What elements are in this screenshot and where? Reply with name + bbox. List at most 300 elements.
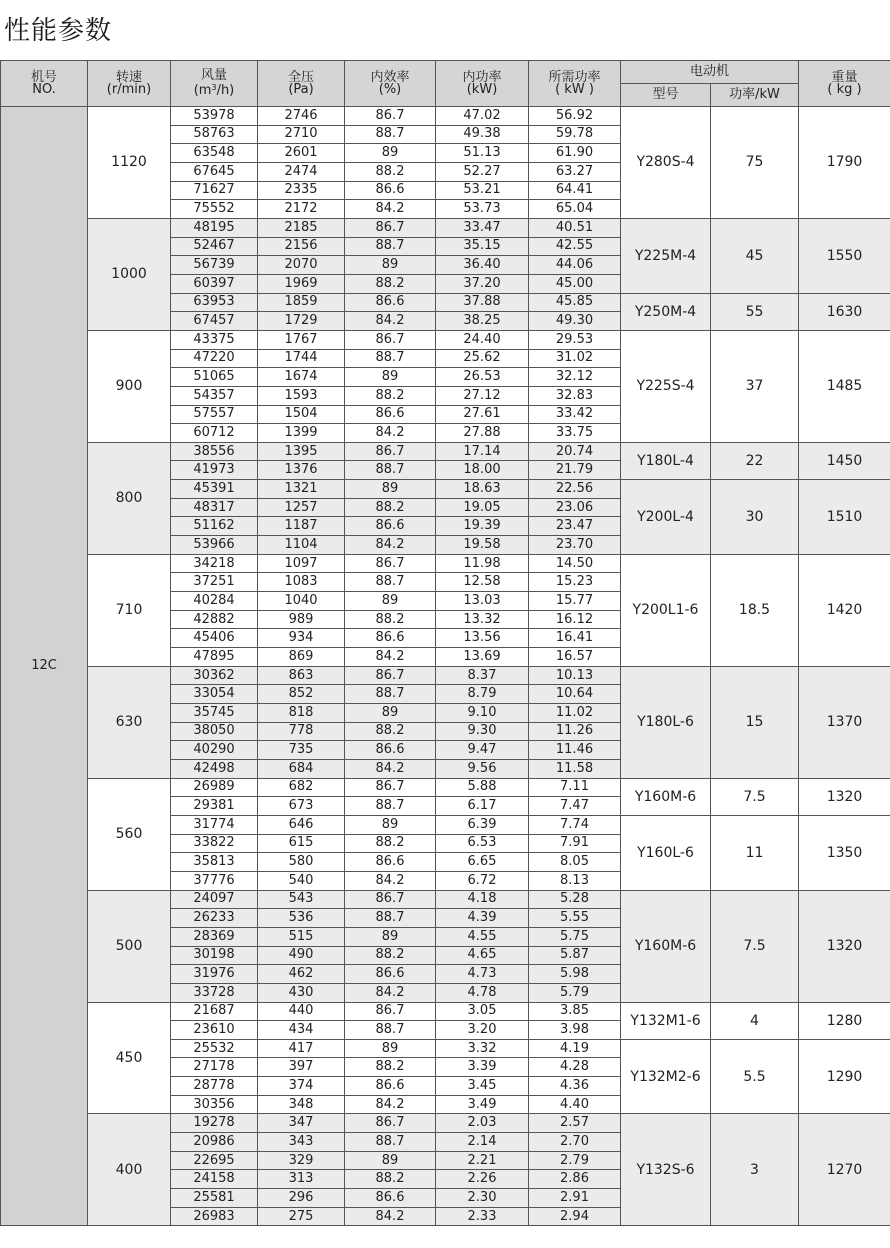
req-power-cell: 22.56 xyxy=(529,480,621,499)
req-power-cell: 23.47 xyxy=(529,517,621,536)
efficiency-cell: 86.7 xyxy=(345,1002,436,1021)
inner-power-cell: 6.39 xyxy=(436,815,529,834)
efficiency-cell: 88.7 xyxy=(345,573,436,592)
pressure-cell: 1395 xyxy=(258,442,345,461)
flow-cell: 38556 xyxy=(171,442,258,461)
table-row xyxy=(1,330,890,349)
flow-cell: 48195 xyxy=(171,218,258,237)
pressure-cell: 1187 xyxy=(258,517,345,536)
header-pressure-label: 全压 xyxy=(287,69,314,85)
inner-power-cell: 33.47 xyxy=(436,218,529,237)
pressure-cell: 1097 xyxy=(258,554,345,573)
efficiency-cell: 86.7 xyxy=(345,1114,436,1133)
inner-power-cell: 36.40 xyxy=(436,256,529,275)
inner-power-cell: 4.18 xyxy=(436,890,529,909)
motor-type-cell: Y160M-6 xyxy=(621,778,711,815)
pressure-cell: 515 xyxy=(258,927,345,946)
req-power-cell: 42.55 xyxy=(529,237,621,256)
inner-power-cell: 27.12 xyxy=(436,386,529,405)
pressure-cell: 1399 xyxy=(258,424,345,443)
table-row xyxy=(1,554,890,573)
efficiency-cell: 86.7 xyxy=(345,666,436,685)
inner-power-cell: 17.14 xyxy=(436,442,529,461)
efficiency-cell: 88.7 xyxy=(345,461,436,480)
pressure-cell: 646 xyxy=(258,815,345,834)
motor-power-cell: 3 xyxy=(711,1114,799,1226)
table-row xyxy=(1,666,890,685)
pressure-cell: 540 xyxy=(258,871,345,890)
req-power-cell: 32.12 xyxy=(529,368,621,387)
flow-cell: 25581 xyxy=(171,1189,258,1208)
inner-power-cell: 13.32 xyxy=(436,610,529,629)
flow-cell: 26233 xyxy=(171,909,258,928)
motor-type-cell: Y280S-4 xyxy=(621,107,711,219)
req-power-cell: 45.85 xyxy=(529,293,621,312)
pressure-cell: 275 xyxy=(258,1207,345,1226)
req-power-cell: 8.05 xyxy=(529,853,621,872)
header-model-label: 机号 xyxy=(30,69,57,85)
motor-type-cell: Y132M1-6 xyxy=(621,1002,711,1039)
flow-cell: 58763 xyxy=(171,125,258,144)
inner-power-cell: 3.49 xyxy=(436,1095,529,1114)
inner-power-cell: 6.53 xyxy=(436,834,529,853)
flow-cell: 28369 xyxy=(171,927,258,946)
pressure-cell: 536 xyxy=(258,909,345,928)
pressure-cell: 490 xyxy=(258,946,345,965)
inner-power-cell: 3.39 xyxy=(436,1058,529,1077)
efficiency-cell: 89 xyxy=(345,815,436,834)
pressure-cell: 1083 xyxy=(258,573,345,592)
motor-power-cell: 4 xyxy=(711,1002,799,1039)
req-power-cell: 3.85 xyxy=(529,1002,621,1021)
header-inner-power xyxy=(436,61,529,107)
efficiency-cell: 86.6 xyxy=(345,853,436,872)
flow-cell: 67457 xyxy=(171,312,258,331)
efficiency-cell: 84.2 xyxy=(345,200,436,219)
inner-power-cell: 8.37 xyxy=(436,666,529,685)
req-power-cell: 4.36 xyxy=(529,1077,621,1096)
flow-cell: 33054 xyxy=(171,685,258,704)
efficiency-cell: 89 xyxy=(345,256,436,275)
flow-cell: 67645 xyxy=(171,162,258,181)
speed-cell: 710 xyxy=(88,554,171,666)
pressure-cell: 580 xyxy=(258,853,345,872)
weight-cell: 1370 xyxy=(799,666,890,778)
header-efficiency-label: 内效率 xyxy=(370,69,410,85)
header-weight-unit: ( kg ) xyxy=(827,81,862,97)
req-power-cell: 49.30 xyxy=(529,312,621,331)
efficiency-cell: 88.2 xyxy=(345,610,436,629)
efficiency-cell: 86.6 xyxy=(345,405,436,424)
flow-cell: 24158 xyxy=(171,1170,258,1189)
req-power-cell: 2.79 xyxy=(529,1151,621,1170)
flow-cell: 31774 xyxy=(171,815,258,834)
flow-cell: 42498 xyxy=(171,759,258,778)
inner-power-cell: 2.14 xyxy=(436,1133,529,1152)
efficiency-cell: 88.2 xyxy=(345,834,436,853)
req-power-cell: 59.78 xyxy=(529,125,621,144)
pressure-cell: 2185 xyxy=(258,218,345,237)
req-power-cell: 16.41 xyxy=(529,629,621,648)
header-flow-unit xyxy=(194,83,235,98)
pressure-cell: 343 xyxy=(258,1133,345,1152)
flow-cell: 23610 xyxy=(171,1021,258,1040)
efficiency-cell: 89 xyxy=(345,144,436,163)
motor-power-cell: 5.5 xyxy=(711,1039,799,1114)
req-power-cell: 33.75 xyxy=(529,424,621,443)
req-power-cell: 33.42 xyxy=(529,405,621,424)
efficiency-cell: 84.2 xyxy=(345,424,436,443)
table-row xyxy=(1,218,890,237)
req-power-cell: 44.06 xyxy=(529,256,621,275)
pressure-cell: 989 xyxy=(258,610,345,629)
efficiency-cell: 86.7 xyxy=(345,778,436,797)
efficiency-cell: 89 xyxy=(345,927,436,946)
req-power-cell: 7.74 xyxy=(529,815,621,834)
inner-power-cell: 4.73 xyxy=(436,965,529,984)
header-pressure-unit: (Pa) xyxy=(288,81,314,97)
weight-cell: 1350 xyxy=(799,815,890,890)
table-row xyxy=(1,890,890,909)
inner-power-cell: 12.58 xyxy=(436,573,529,592)
efficiency-cell: 84.2 xyxy=(345,536,436,555)
flow-cell: 26983 xyxy=(171,1207,258,1226)
req-power-cell: 16.12 xyxy=(529,610,621,629)
pressure-cell: 1376 xyxy=(258,461,345,480)
pressure-cell: 673 xyxy=(258,797,345,816)
header-efficiency-unit: (%) xyxy=(378,81,402,97)
flow-cell: 34218 xyxy=(171,554,258,573)
req-power-cell: 2.57 xyxy=(529,1114,621,1133)
flow-cell: 33728 xyxy=(171,983,258,1002)
motor-type-cell: Y132S-6 xyxy=(621,1114,711,1226)
inner-power-cell: 8.79 xyxy=(436,685,529,704)
flow-cell: 30356 xyxy=(171,1095,258,1114)
inner-power-cell: 4.55 xyxy=(436,927,529,946)
inner-power-cell: 51.13 xyxy=(436,144,529,163)
motor-type-cell: Y132M2-6 xyxy=(621,1039,711,1114)
flow-cell: 40284 xyxy=(171,592,258,611)
pressure-cell: 2172 xyxy=(258,200,345,219)
pressure-cell: 735 xyxy=(258,741,345,760)
efficiency-cell: 88.2 xyxy=(345,946,436,965)
pressure-cell: 1257 xyxy=(258,498,345,517)
pressure-cell: 869 xyxy=(258,648,345,667)
speed-cell: 900 xyxy=(88,330,171,442)
flow-cell: 31976 xyxy=(171,965,258,984)
efficiency-cell: 88.2 xyxy=(345,1170,436,1189)
req-power-cell: 5.55 xyxy=(529,909,621,928)
flow-cell: 20986 xyxy=(171,1133,258,1152)
req-power-cell: 64.41 xyxy=(529,181,621,200)
inner-power-cell: 52.27 xyxy=(436,162,529,181)
req-power-cell: 4.40 xyxy=(529,1095,621,1114)
efficiency-cell: 86.6 xyxy=(345,1077,436,1096)
header-speed xyxy=(88,61,171,107)
efficiency-cell: 86.6 xyxy=(345,741,436,760)
flow-cell: 41973 xyxy=(171,461,258,480)
inner-power-cell: 26.53 xyxy=(436,368,529,387)
motor-power-cell: 45 xyxy=(711,218,799,293)
flow-cell: 33822 xyxy=(171,834,258,853)
req-power-cell: 11.02 xyxy=(529,704,621,723)
req-power-cell: 21.79 xyxy=(529,461,621,480)
flow-cell: 42882 xyxy=(171,610,258,629)
req-power-cell: 5.28 xyxy=(529,890,621,909)
inner-power-cell: 4.39 xyxy=(436,909,529,928)
req-power-cell: 56.92 xyxy=(529,107,621,126)
flow-cell: 53966 xyxy=(171,536,258,555)
motor-power-cell: 55 xyxy=(711,293,799,330)
efficiency-cell: 86.7 xyxy=(345,554,436,573)
inner-power-cell: 53.21 xyxy=(436,181,529,200)
inner-power-cell: 6.72 xyxy=(436,871,529,890)
header-inner-power-label: 内功率 xyxy=(462,69,502,85)
efficiency-cell: 88.7 xyxy=(345,349,436,368)
efficiency-cell: 84.2 xyxy=(345,1095,436,1114)
pressure-cell: 397 xyxy=(258,1058,345,1077)
inner-power-cell: 38.25 xyxy=(436,312,529,331)
req-power-cell: 40.51 xyxy=(529,218,621,237)
motor-power-cell: 18.5 xyxy=(711,554,799,666)
motor-type-cell: Y160L-6 xyxy=(621,815,711,890)
flow-cell: 30362 xyxy=(171,666,258,685)
pressure-cell: 2474 xyxy=(258,162,345,181)
header-inner-power-unit: (kW) xyxy=(466,81,498,97)
header-motor-type: 型号 xyxy=(621,84,711,107)
flow-cell: 27178 xyxy=(171,1058,258,1077)
efficiency-cell: 89 xyxy=(345,1151,436,1170)
req-power-cell: 2.91 xyxy=(529,1189,621,1208)
header-flow-label: 风量 xyxy=(200,68,227,83)
motor-type-cell: Y200L-4 xyxy=(621,480,711,555)
page-title: 性能参数 xyxy=(4,16,113,46)
pressure-cell: 440 xyxy=(258,1002,345,1021)
pressure-cell: 434 xyxy=(258,1021,345,1040)
req-power-cell: 23.70 xyxy=(529,536,621,555)
req-power-cell: 14.50 xyxy=(529,554,621,573)
pressure-cell: 682 xyxy=(258,778,345,797)
req-power-cell: 7.47 xyxy=(529,797,621,816)
motor-power-cell: 30 xyxy=(711,480,799,555)
motor-power-cell: 7.5 xyxy=(711,890,799,1002)
req-power-cell: 7.11 xyxy=(529,778,621,797)
efficiency-cell: 89 xyxy=(345,704,436,723)
efficiency-cell: 88.7 xyxy=(345,1021,436,1040)
efficiency-cell: 86.6 xyxy=(345,629,436,648)
flow-unit-post: /h) xyxy=(216,83,235,98)
inner-power-cell: 47.02 xyxy=(436,107,529,126)
header-pressure xyxy=(258,61,345,107)
inner-power-cell: 6.65 xyxy=(436,853,529,872)
req-power-cell: 11.26 xyxy=(529,722,621,741)
inner-power-cell: 35.15 xyxy=(436,237,529,256)
header-speed-label: 转速 xyxy=(115,69,142,85)
weight-cell: 1290 xyxy=(799,1039,890,1114)
motor-power-cell: 11 xyxy=(711,815,799,890)
weight-cell: 1450 xyxy=(799,442,890,479)
weight-cell: 1320 xyxy=(799,890,890,1002)
efficiency-cell: 86.6 xyxy=(345,517,436,536)
req-power-cell: 3.98 xyxy=(529,1021,621,1040)
req-power-cell: 5.75 xyxy=(529,927,621,946)
flow-cell: 37251 xyxy=(171,573,258,592)
header-flow xyxy=(171,61,258,107)
flow-cell: 56739 xyxy=(171,256,258,275)
req-power-cell: 31.02 xyxy=(529,349,621,368)
flow-unit-sup: 3 xyxy=(211,83,217,92)
efficiency-cell: 88.2 xyxy=(345,498,436,517)
speed-cell: 1000 xyxy=(88,218,171,330)
flow-cell: 63953 xyxy=(171,293,258,312)
efficiency-cell: 86.6 xyxy=(345,1189,436,1208)
speed-cell: 1120 xyxy=(88,107,171,219)
efficiency-cell: 86.6 xyxy=(345,293,436,312)
inner-power-cell: 49.38 xyxy=(436,125,529,144)
flow-cell: 22695 xyxy=(171,1151,258,1170)
flow-cell: 63548 xyxy=(171,144,258,163)
flow-cell: 43375 xyxy=(171,330,258,349)
inner-power-cell: 19.39 xyxy=(436,517,529,536)
efficiency-cell: 84.2 xyxy=(345,983,436,1002)
speed-cell: 560 xyxy=(88,778,171,890)
inner-power-cell: 24.40 xyxy=(436,330,529,349)
pressure-cell: 374 xyxy=(258,1077,345,1096)
header-speed-unit: (r/min) xyxy=(106,81,152,97)
motor-type-cell: Y250M-4 xyxy=(621,293,711,330)
inner-power-cell: 2.33 xyxy=(436,1207,529,1226)
req-power-cell: 2.70 xyxy=(529,1133,621,1152)
req-power-cell: 4.19 xyxy=(529,1039,621,1058)
flow-cell: 60712 xyxy=(171,424,258,443)
efficiency-cell: 89 xyxy=(345,1039,436,1058)
pressure-cell: 818 xyxy=(258,704,345,723)
pressure-cell: 1504 xyxy=(258,405,345,424)
performance-table xyxy=(0,60,890,1226)
req-power-cell: 15.23 xyxy=(529,573,621,592)
flow-cell: 45391 xyxy=(171,480,258,499)
flow-cell: 24097 xyxy=(171,890,258,909)
req-power-cell: 65.04 xyxy=(529,200,621,219)
inner-power-cell: 2.21 xyxy=(436,1151,529,1170)
table-row xyxy=(1,778,890,797)
header-weight-label: 重量 xyxy=(831,69,858,85)
inner-power-cell: 19.05 xyxy=(436,498,529,517)
speed-cell: 500 xyxy=(88,890,171,1002)
table-body xyxy=(1,107,890,1226)
flow-cell: 29381 xyxy=(171,797,258,816)
flow-cell: 28778 xyxy=(171,1077,258,1096)
flow-cell: 38050 xyxy=(171,722,258,741)
inner-power-cell: 13.56 xyxy=(436,629,529,648)
flow-cell: 30198 xyxy=(171,946,258,965)
header-motor-power: 功率/kW xyxy=(711,84,799,107)
motor-type-cell: Y160M-6 xyxy=(621,890,711,1002)
pressure-cell: 2335 xyxy=(258,181,345,200)
pressure-cell: 313 xyxy=(258,1170,345,1189)
header-model-en: NO. xyxy=(32,81,56,97)
flow-cell: 25532 xyxy=(171,1039,258,1058)
motor-type-cell: Y225S-4 xyxy=(621,330,711,442)
motor-power-cell: 75 xyxy=(711,107,799,219)
weight-cell: 1550 xyxy=(799,218,890,293)
model-no-cell: 12C xyxy=(1,107,88,1226)
header-req-power xyxy=(529,61,621,107)
flow-cell: 54357 xyxy=(171,386,258,405)
inner-power-cell: 2.03 xyxy=(436,1114,529,1133)
flow-cell: 47895 xyxy=(171,648,258,667)
pressure-cell: 296 xyxy=(258,1189,345,1208)
req-power-cell: 11.58 xyxy=(529,759,621,778)
req-power-cell: 63.27 xyxy=(529,162,621,181)
inner-power-cell: 53.73 xyxy=(436,200,529,219)
req-power-cell: 5.98 xyxy=(529,965,621,984)
header-req-power-unit: ( kW ) xyxy=(555,81,594,97)
efficiency-cell: 86.7 xyxy=(345,890,436,909)
efficiency-cell: 88.7 xyxy=(345,685,436,704)
inner-power-cell: 19.58 xyxy=(436,536,529,555)
pressure-cell: 2710 xyxy=(258,125,345,144)
flow-cell: 35813 xyxy=(171,853,258,872)
inner-power-cell: 27.61 xyxy=(436,405,529,424)
inner-power-cell: 9.30 xyxy=(436,722,529,741)
req-power-cell: 32.83 xyxy=(529,386,621,405)
req-power-cell: 29.53 xyxy=(529,330,621,349)
inner-power-cell: 27.88 xyxy=(436,424,529,443)
flow-cell: 75552 xyxy=(171,200,258,219)
flow-cell: 60397 xyxy=(171,274,258,293)
flow-cell: 37776 xyxy=(171,871,258,890)
inner-power-cell: 25.62 xyxy=(436,349,529,368)
efficiency-cell: 88.7 xyxy=(345,909,436,928)
flow-cell: 57557 xyxy=(171,405,258,424)
flow-unit-pre: (m xyxy=(193,83,212,98)
efficiency-cell: 84.2 xyxy=(345,312,436,331)
efficiency-cell: 84.2 xyxy=(345,871,436,890)
speed-cell: 400 xyxy=(88,1114,171,1226)
motor-type-cell: Y180L-6 xyxy=(621,666,711,778)
inner-power-cell: 2.30 xyxy=(436,1189,529,1208)
flow-cell: 51065 xyxy=(171,368,258,387)
speed-cell: 630 xyxy=(88,666,171,778)
inner-power-cell: 2.26 xyxy=(436,1170,529,1189)
inner-power-cell: 3.05 xyxy=(436,1002,529,1021)
motor-power-cell: 22 xyxy=(711,442,799,479)
inner-power-cell: 5.88 xyxy=(436,778,529,797)
req-power-cell: 5.79 xyxy=(529,983,621,1002)
table-row xyxy=(1,442,890,461)
inner-power-cell: 3.45 xyxy=(436,1077,529,1096)
pressure-cell: 1729 xyxy=(258,312,345,331)
req-power-cell: 45.00 xyxy=(529,274,621,293)
flow-cell: 19278 xyxy=(171,1114,258,1133)
efficiency-cell: 86.7 xyxy=(345,107,436,126)
pressure-cell: 1674 xyxy=(258,368,345,387)
weight-cell: 1420 xyxy=(799,554,890,666)
pressure-cell: 1040 xyxy=(258,592,345,611)
motor-power-cell: 7.5 xyxy=(711,778,799,815)
inner-power-cell: 9.10 xyxy=(436,704,529,723)
flow-cell: 48317 xyxy=(171,498,258,517)
req-power-cell: 15.77 xyxy=(529,592,621,611)
efficiency-cell: 86.7 xyxy=(345,442,436,461)
inner-power-cell: 9.47 xyxy=(436,741,529,760)
pressure-cell: 1104 xyxy=(258,536,345,555)
efficiency-cell: 84.2 xyxy=(345,1207,436,1226)
efficiency-cell: 88.7 xyxy=(345,797,436,816)
pressure-cell: 543 xyxy=(258,890,345,909)
flow-cell: 40290 xyxy=(171,741,258,760)
